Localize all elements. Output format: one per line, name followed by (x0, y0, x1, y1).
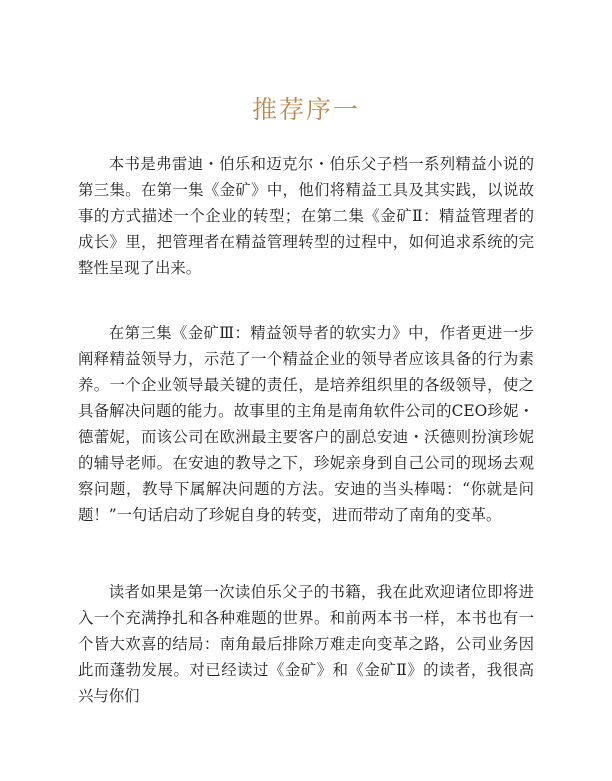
paragraph-2: 在第三集《金矿Ⅲ：精益领导者的软实力》中，作者更进一步阐释精益领导力，示范了一个精益企业的领导者应该具备的行为素养。一个企业领导最关键的责任，是培养组织里的各级领导，使之具备解决问题的能力。故事里的主角是南角软件公司的CEO珍妮・德蕾妮，而该公司在欧洲最主要客户的副总安迪・沃德则扮演珍妮的辅导老师。在安迪的教导之下，珍妮亲身到自己公司的现场去观察问题，教导下属解决问题的方法。安迪的当头棒喝：“你就是问题！”一句话启动了珍妮自身的转变，进而带动了南角的变革。 (78, 324, 534, 524)
paragraph-1: 本书是弗雷迪・伯乐和迈克尔・伯乐父子档一系列精益小说的第三集。在第一集《金矿》中，他们将精益工具及其实践，以说故事的方式描述一个企业的转型；在第二集《金矿Ⅱ：精益管理者的成长》里，把管理者在精益管理转型的过程中，如何追求系统的完整性呈现了出来。 (78, 155, 534, 277)
page-title: 推荐序一 (251, 95, 360, 124)
paragraph-3: 读者如果是第一次读伯乐父子的书籍，我在此欢迎诸位即将进入一个充满挣扎和各种难题的世界。和前两本书一样，本书也有一个皆大欢喜的结局：南角最后排除万难走向变革之路，公司业务因此而蓬勃发展。对已经读过《金矿》和《金矿Ⅱ》的读者，我很高兴与你们 (78, 583, 534, 705)
